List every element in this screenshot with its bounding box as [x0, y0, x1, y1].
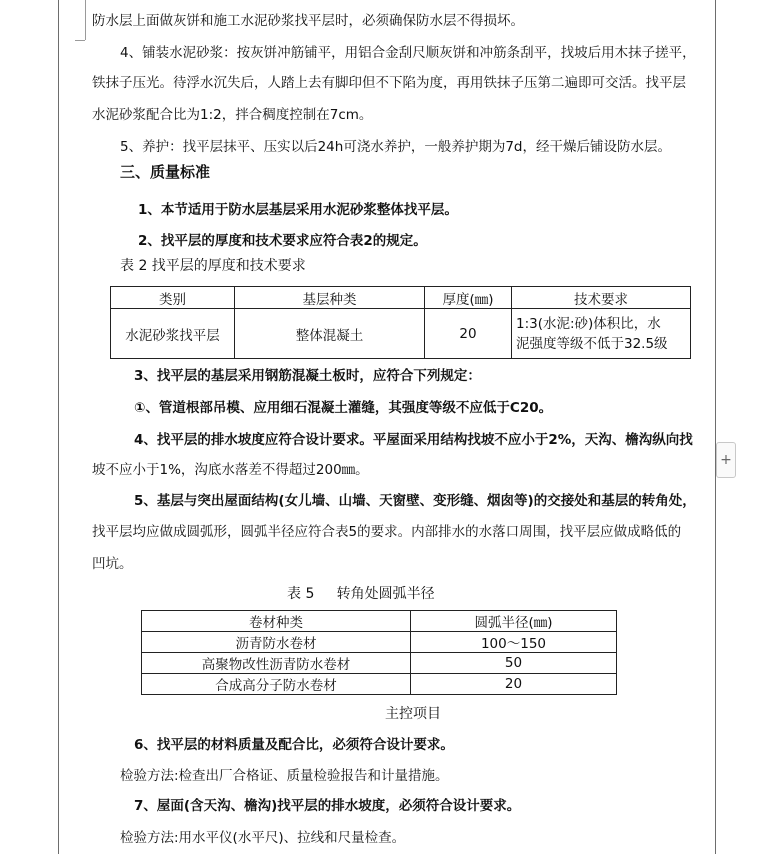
table-header-row — [142, 611, 617, 632]
table-cell: 整体混凝土 — [235, 309, 425, 359]
paragraph: 1、本节适用于防水层基层采用水泥砂浆整体找平层。 — [138, 202, 458, 218]
paragraph: 6、找平层的材料质量及配合比，必须符合设计要求。 — [134, 737, 454, 753]
paragraph: 防水层上面做灰饼和施工水泥砂浆找平层时，必须确保防水层不得损坏。 — [92, 13, 524, 29]
table-caption — [287, 585, 435, 603]
table-caption: 表 2 找平层的厚度和技术要求 — [120, 258, 306, 274]
paragraph: 4、铺装水泥砂浆：按灰饼冲筋铺平，用铝合金刮尺顺灰饼和冲筋条刮平，找坡后用木抹子搓平， — [120, 45, 696, 61]
table-cell: 20 — [425, 309, 512, 359]
table-cell: 沥青防水卷材 — [142, 632, 411, 653]
table-header-cell: 基层种类 — [235, 287, 425, 309]
paragraph: 3、找平层的基层采用钢筋混凝土板时，应符合下列规定： — [134, 368, 481, 384]
paragraph-text: 、管道根部吊模、应用细石混凝土灌缝，其强度等级不应低于C20。 — [145, 400, 553, 416]
paragraph: 7、屋面(含天沟、檐沟)找平层的排水坡度，必须符合设计要求。 — [134, 798, 521, 814]
paragraph: 铁抹子压光。待浮水沉失后，人踏上去有脚印但不下陷为度，再用铁抹子压第二遍即可交活。找平层 — [92, 75, 686, 91]
table-caption-number: 表 5 — [287, 586, 315, 602]
margin-corner-mark-h — [75, 40, 85, 41]
paragraph: 5、基层与突出屋面结构(女儿墙、山墙、天窗壁、变形缝、烟囱等)的交接处和基层的转角处， — [134, 493, 696, 509]
table-row — [111, 309, 691, 359]
cell-line: 泥强度等级不低于32.5级 — [516, 335, 668, 352]
table-cell: 20 — [411, 674, 617, 695]
page-left-border — [58, 0, 59, 854]
section-heading: 三、质量标准 — [120, 163, 211, 181]
table-header-cell: 圆弧半径(㎜) — [411, 611, 617, 632]
table-header-cell: 类别 — [111, 287, 235, 309]
paragraph: 4、找平层的排水坡度应符合设计要求。平屋面采用结构找坡不应小于2%，天沟、檐沟纵向找 — [134, 432, 693, 448]
paragraph: 检验方法:检查出厂合格证、质量检验报告和计量措施。 — [120, 768, 449, 784]
paragraph: 5、养护：找平层抹平、压实以后24h可浇水养护，一般养护期为7d，经干燥后铺设防水层。 — [120, 139, 671, 155]
table-header-cell: 卷材种类 — [142, 611, 411, 632]
table-caption-title: 转角处圆弧半径 — [336, 586, 435, 602]
cell-line: 1:3(水泥:砂)体积比，水 — [516, 315, 661, 332]
paragraph: 水泥砂浆配合比为1:2，拌合稠度控制在7cm。 — [92, 107, 373, 123]
table-row — [142, 674, 617, 695]
table-cell: 高聚物改性沥青防水卷材 — [142, 653, 411, 674]
table-cell: 100～150 — [411, 632, 617, 653]
table-cell: 50 — [411, 653, 617, 674]
expand-button[interactable] — [716, 442, 736, 478]
circled-number: ① — [134, 400, 146, 416]
margin-corner-mark — [85, 0, 86, 40]
table-cell: 水泥砂浆找平层 — [111, 309, 235, 359]
table-5 — [141, 610, 617, 695]
table-header-cell: 厚度(㎜) — [425, 287, 512, 309]
table-header-cell: 技术要求 — [512, 287, 691, 309]
paragraph-with-circled-number — [134, 399, 552, 417]
table-cell — [512, 309, 691, 359]
page-right-border — [715, 0, 716, 854]
subsection-title: 主控项目 — [385, 706, 441, 722]
paragraph: 2、找平层的厚度和技术要求应符合表2的规定。 — [138, 233, 427, 249]
table-cell: 合成高分子防水卷材 — [142, 674, 411, 695]
paragraph: 凹坑。 — [92, 556, 133, 572]
table-header-row — [111, 287, 691, 309]
table-row — [142, 632, 617, 653]
paragraph: 坡不应小于1%，沟底水落差不得超过200㎜。 — [92, 462, 369, 478]
table-row — [142, 653, 617, 674]
plus-icon: + — [720, 452, 732, 468]
paragraph: 找平层均应做成圆弧形，圆弧半径应符合表5的要求。内部排水的水落口周围，找平层应做成略低的 — [92, 524, 682, 540]
paragraph: 检验方法:用水平仪(水平尺)、拉线和尺量检查。 — [120, 830, 406, 846]
table-2 — [110, 286, 691, 359]
